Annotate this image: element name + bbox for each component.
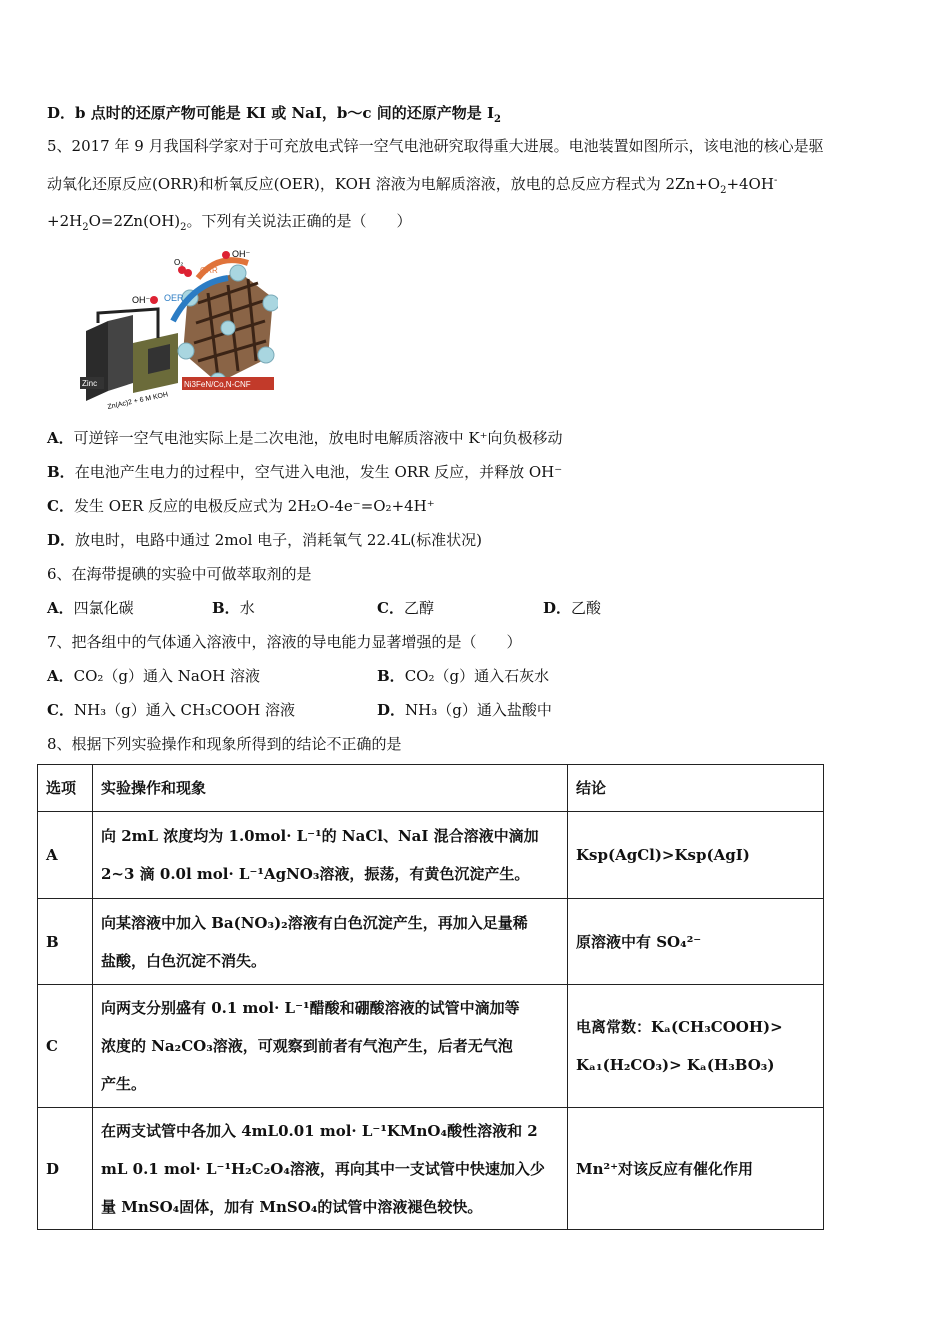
q7-stem: 7、把各组中的气体通入溶液中，溶液的导电能力显著增强的是（ ） xyxy=(47,633,522,651)
q5-line3-sub: 2 xyxy=(82,222,89,233)
q6-option-c-label: C． xyxy=(377,599,404,617)
q6-option-b-label: B． xyxy=(212,599,240,617)
battery-figure xyxy=(78,243,278,413)
q5-option-c-label: C． xyxy=(47,497,74,515)
q4-option-d xyxy=(47,103,501,123)
row-b-conclusion xyxy=(568,899,824,985)
row-a-option: A xyxy=(38,812,93,899)
q6-stem: 6、在海带提碘的实验中可做萃取剂的是 xyxy=(47,565,312,583)
label-orr: ORR xyxy=(200,266,218,275)
q5-line3-end: 。下列有关说法正确的是（ ） xyxy=(186,212,412,230)
q6-option-a-text: 四氯化碳 xyxy=(73,599,134,617)
q5-option-b-text: 在电池产生电力的过程中，空气进入电池，发生 ORR 反应，并释放 OH⁻ xyxy=(74,463,563,481)
q5-line2-text: 动氧化还原反应(ORR)和析氧反应(OER)，KOH 溶液为电解质溶液，放电的总反应方程式为 2Zn+O xyxy=(47,175,721,193)
table-row xyxy=(38,899,824,985)
row-b-option: B xyxy=(38,899,93,985)
row-b-con-line1: 原溶液中有 SO₄²⁻ xyxy=(576,932,702,951)
row-d-operation xyxy=(93,1108,568,1230)
q7-option-c xyxy=(47,700,295,720)
q5-option-b xyxy=(47,462,562,482)
row-a-con-line1: Ksp(AgCl)>Ksp(AgI) xyxy=(576,846,750,864)
q7-option-b xyxy=(377,666,549,686)
label-electrolyte: Zn(Ac)2 + 6 M KOH xyxy=(106,391,169,411)
row-b-operation xyxy=(93,899,568,985)
q5-line3-sub2: 2 xyxy=(180,222,187,233)
label-zinc: Zinc xyxy=(82,379,98,388)
row-c-con-line2: Kₐ₁(H₂CO₃)> Kₐ(H₃BO₃) xyxy=(576,1056,775,1074)
row-d-con-line1: Mn²⁺对该反应有催化作用 xyxy=(576,1159,753,1178)
header-conclusion: 结论 xyxy=(568,765,824,812)
q5-line2-sup: - xyxy=(773,175,778,186)
q6-option-a xyxy=(47,598,134,618)
row-d-op-line2: mL 0.1 mol· L⁻¹H₂C₂O₄溶液，再向其中一支试管中快速加入少 xyxy=(101,1159,545,1178)
q5-option-a xyxy=(47,428,563,448)
label-oer: OER xyxy=(164,293,184,303)
oh-molecule-left xyxy=(150,296,158,304)
row-a-operation xyxy=(93,812,568,899)
q7-option-d-label: D． xyxy=(377,701,406,719)
label-oh-right: OH⁻ xyxy=(232,249,251,259)
o2-molecule-b xyxy=(184,269,192,277)
table-row xyxy=(38,1108,824,1230)
oh-molecule-right xyxy=(222,251,230,259)
q5-line2-sub: 2 xyxy=(720,185,727,196)
electrolyte-window xyxy=(148,344,170,374)
q6-option-d xyxy=(543,598,601,618)
header-option: 选项 xyxy=(38,765,93,812)
q6-option-b xyxy=(212,598,255,618)
q7-option-c-text: NH₃（g）通入 CH₃COOH 溶液 xyxy=(73,701,296,719)
q6-option-c-text: 乙醇 xyxy=(403,599,434,617)
row-c-op-line1: 向两支分别盛有 0.1 mol· L⁻¹醋酸和硼酸溶液的试管中滴加等 xyxy=(101,999,520,1017)
q8-table xyxy=(37,764,824,1230)
q7-option-b-text: CO₂（g）通入石灰水 xyxy=(404,667,550,685)
q5-line3-tail: O=2Zn(OH) xyxy=(88,212,181,230)
row-c-option: C xyxy=(38,985,93,1108)
q8-stem: 8、根据下列实验操作和现象所得到的结论不正确的是 xyxy=(47,735,402,753)
battery-diagram xyxy=(78,243,278,413)
q6-option-d-label: D． xyxy=(543,599,572,617)
q5-option-a-label: A． xyxy=(47,429,74,447)
row-a-op-line2: 2~3 滴 0.0l mol· L⁻¹AgNO₃溶液，振荡，有黄色沉淀产生。 xyxy=(101,865,530,883)
q5-stem-line2 xyxy=(47,174,777,194)
q4-option-d-sub: 2 xyxy=(493,114,501,125)
q5-option-c xyxy=(47,496,435,516)
q6-option-d-text: 乙酸 xyxy=(571,599,602,617)
q7-option-a-label: A． xyxy=(47,667,74,685)
q7-option-c-label: C． xyxy=(47,701,74,719)
q5-option-c-text: 发生 OER 反应的电极反应式为 2H₂O-4e⁻=O₂+4H⁺ xyxy=(73,497,435,515)
q4-option-d-label: D． xyxy=(47,104,76,122)
q5-option-b-label: B． xyxy=(47,463,75,481)
row-c-con-line1: 电离常数：Kₐ(CH₃COOH)> xyxy=(576,1018,783,1036)
q7-option-d-text: NH₃（g）通入盐酸中 xyxy=(405,701,552,719)
q7-option-a xyxy=(47,666,260,686)
q5-option-d-text: 放电时，电路中通过 2mol 电子，消耗氧气 22.4L(标准状况) xyxy=(75,531,482,549)
q5-line2-tail: +4OH xyxy=(726,175,774,193)
row-a-op-line1: 向 2mL 浓度均为 1.0mol· L⁻¹的 NaCl、NaI 混合溶液中滴加 xyxy=(101,827,539,845)
row-d-option: D xyxy=(38,1108,93,1230)
table-row xyxy=(38,985,824,1108)
row-b-op-line2: 盐酸，白色沉淀不消失。 xyxy=(101,951,267,970)
q5-stem-line1: 5、2017 年 9 月我国科学家对于可充放电式锌一空气电池研究取得重大进展。电池装置如图所示，该电池的核心是驱 xyxy=(47,137,824,155)
row-c-operation xyxy=(93,985,568,1108)
row-c-conclusion xyxy=(568,985,824,1108)
row-c-op-line2: 浓度的 Na₂CO₃溶液，可观察到前者有气泡产生，后者无气泡 xyxy=(101,1037,513,1055)
zinc-plate-front xyxy=(108,315,133,391)
q5-option-a-text: 可逆锌一空气电池实际上是二次电池，放电时电解质溶液中 K⁺向负极移动 xyxy=(73,429,563,447)
q7-option-b-label: B． xyxy=(377,667,405,685)
row-b-op-line1: 向某溶液中加入 Ba(NO₃)₂溶液有白色沉淀产生，再加入足量稀 xyxy=(101,913,528,932)
row-d-conclusion xyxy=(568,1108,824,1230)
row-d-op-line1: 在两支试管中各加入 4mL0.01 mol· L⁻¹KMnO₄酸性溶液和 2 xyxy=(101,1121,538,1140)
q4-option-d-text: b 点时的还原产物可能是 KI 或 NaI，b～c 间的还原产物是 I xyxy=(75,104,494,122)
q5-option-d xyxy=(47,530,482,550)
q5-line3-text: +2H xyxy=(47,212,83,230)
row-a-conclusion xyxy=(568,812,824,899)
row-d-op-line3: 量 MnSO₄固体，加有 MnSO₄的试管中溶液褪色较快。 xyxy=(101,1197,483,1216)
table-header-row xyxy=(38,765,824,812)
q6-option-b-text: 水 xyxy=(239,599,255,617)
table-row xyxy=(38,812,824,899)
q7-option-a-text: CO₂（g）通入 NaOH 溶液 xyxy=(73,667,261,685)
q6-option-c xyxy=(377,598,434,618)
q5-option-d-label: D． xyxy=(47,531,76,549)
label-oh-left: OH⁻ xyxy=(132,295,151,305)
label-o2: O₂ xyxy=(174,258,184,267)
q7-option-d xyxy=(377,700,552,720)
q6-option-a-label: A． xyxy=(47,599,74,617)
header-operation: 实验操作和现象 xyxy=(93,765,568,812)
row-c-op-line3: 产生。 xyxy=(101,1075,147,1093)
label-catalyst: Ni3FeN/Co,N-CNF xyxy=(184,380,251,389)
q5-stem-line3 xyxy=(47,211,412,231)
